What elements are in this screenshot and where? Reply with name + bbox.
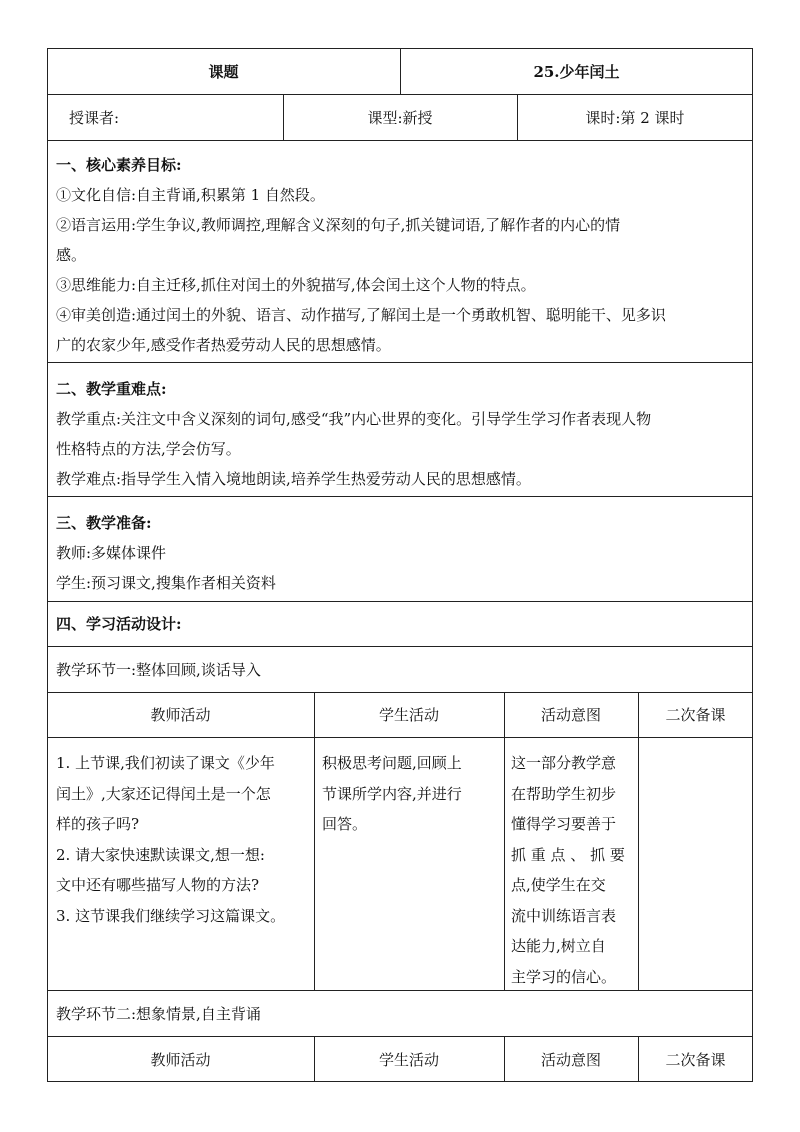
- header-second-prep: 二次备课: [665, 706, 726, 724]
- teacher-activity-line: 样的孩子吗?: [56, 815, 140, 833]
- header-student-activity: 学生活动: [378, 1050, 439, 1069]
- teacher-label: 授课者:: [69, 108, 120, 127]
- goal-item: 感。: [56, 246, 87, 264]
- keypoint-item: 教学重点:关注文中含义深刻的词句,感受“我”内心世界的变化。引导学生学习作者表现人物: [56, 410, 652, 428]
- row-divider: [47, 140, 753, 141]
- header-activity-intent: 活动意图: [540, 1050, 601, 1069]
- teacher-activity-line: 1. 上节课,我们初读了课文《少年: [56, 754, 275, 772]
- lesson-type: 课型:新授: [367, 108, 433, 127]
- header-activity-intent: 活动意图: [540, 706, 601, 724]
- phase-title: 教学环节一:整体回顾,谈话导入: [56, 660, 261, 679]
- keypoint-item: 教学难点:指导学生入情入境地朗读,培养学生热爱劳动人民的思想感情。: [56, 470, 531, 488]
- intent-line: 点,使学生在交: [511, 876, 606, 894]
- goal-item: 广的农家少年,感受作者热爱劳动人民的思想感情。: [56, 336, 391, 354]
- intent-line: 主学习的信心。: [511, 967, 617, 986]
- teacher-activity-line: 2. 请大家快速默读课文,想一想:: [56, 845, 265, 864]
- teacher-activity-cell: [56, 748, 311, 931]
- teacher-activity-line: 文中还有哪些描写人物的方法?: [56, 876, 260, 894]
- header-student-activity: 学生活动: [378, 706, 439, 724]
- intent-line: 抓 重 点 、 抓 要: [511, 845, 625, 864]
- teacher-activity-line: 3. 这节课我们继续学习这篇课文。: [56, 906, 286, 925]
- keypoints-section: [56, 374, 746, 494]
- section-title: 一、核心素养目标:: [56, 156, 182, 174]
- student-activity-line: 积极思考问题,回顾上: [322, 754, 462, 772]
- section-title: 二、教学重难点:: [56, 380, 167, 398]
- section-title: 四、学习活动设计:: [56, 615, 182, 633]
- intent-line: 懂得学习要善于: [511, 815, 617, 833]
- header-teacher-activity: 教师活动: [150, 1050, 211, 1069]
- goal-item: ③思维能力:自主迁移,抓住对闰土的外貌描写,体会闰土这个人物的特点。: [56, 276, 536, 294]
- goals-section: [56, 150, 746, 360]
- title-label: 课题: [208, 62, 239, 81]
- row-divider: [47, 737, 753, 738]
- intent-line: 达能力,树立自: [511, 937, 606, 955]
- intent-line: 流中训练语言表: [511, 906, 617, 925]
- goal-item: ②语言运用:学生争议,教师调控,理解含义深刻的句子,抓关键词语,了解作者的内心的情: [56, 216, 621, 234]
- prep-section: [56, 508, 746, 598]
- lesson-title: 25.少年闰土: [533, 62, 620, 81]
- intent-line: 这一部分教学意: [511, 754, 617, 772]
- goal-item: ④审美创造:通过闰土的外貌、语言、动作描写,了解闰土是一个勇敢机智、聪明能干、见多识: [56, 306, 666, 324]
- header-teacher-activity: 教师活动: [150, 706, 211, 724]
- teacher-activity-line: 闰土》,大家还记得闰土是一个怎: [56, 784, 271, 803]
- keypoint-item: 性格特点的方法,学会仿写。: [56, 440, 241, 458]
- student-activity-line: 节课所学内容,并进行: [322, 784, 462, 803]
- phase-title: 教学环节二:想象情景,自主背诵: [56, 1004, 261, 1023]
- prep-item: 学生:预习课文,搜集作者相关资料: [56, 574, 276, 592]
- row-divider: [47, 496, 753, 497]
- goal-item: ①文化自信:自主背诵,积累第 1 自然段。: [56, 186, 325, 204]
- lesson-hours: 课时:第 2 课时: [585, 108, 685, 127]
- activity-intent-cell: [511, 748, 636, 992]
- student-activity-cell: [322, 748, 502, 840]
- student-activity-line: 回答。: [322, 815, 368, 833]
- prep-item: 教师:多媒体课件: [56, 544, 167, 562]
- header-second-prep: 二次备课: [665, 1050, 726, 1069]
- intent-line: 在帮助学生初步: [511, 784, 617, 803]
- row-divider: [47, 362, 753, 363]
- section-title: 三、教学准备:: [56, 514, 152, 532]
